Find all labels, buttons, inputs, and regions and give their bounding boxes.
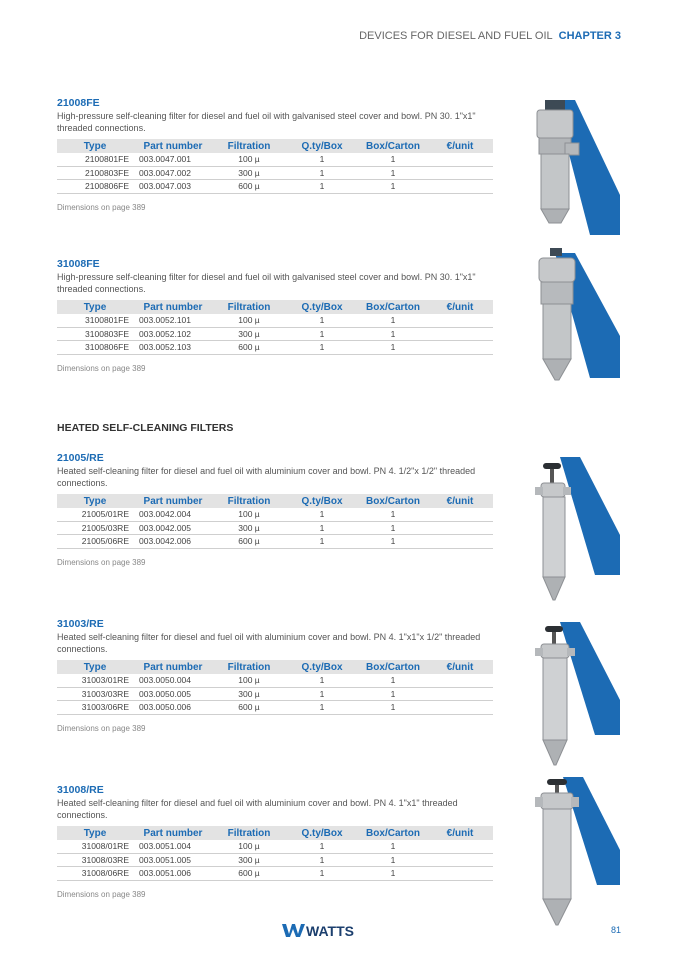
cell-box-carton: 1 [359, 674, 427, 687]
col-header-type: Type [57, 660, 133, 674]
product-description: Heated self-cleaning filter for diesel and fuel oil with aluminium cover and bowl. PN 4. 1"x1"x 1/2" threaded connections. [57, 632, 481, 654]
table-row [57, 180, 493, 194]
cell-box-carton: 1 [359, 153, 427, 166]
cell-qty-box: 1 [285, 687, 359, 701]
svg-text:WATTS: WATTS [306, 923, 354, 938]
cell-qty-box: 1 [285, 853, 359, 867]
cell-eur-unit [427, 535, 493, 549]
section-heading: HEATED SELF-CLEANING FILTERS [57, 422, 234, 434]
cell-type: 31003/01RE [57, 674, 133, 687]
cell-eur-unit [427, 508, 493, 521]
cell-part-number: 003.0051.006 [133, 867, 213, 881]
table-header-row [57, 139, 493, 153]
col-header-part-number: Part number [133, 139, 213, 153]
cell-qty-box: 1 [285, 153, 359, 166]
cell-qty-box: 1 [285, 314, 359, 327]
col-header-eur-unit: €/unit [427, 494, 493, 508]
col-header-qty-box: Q.ty/Box [285, 660, 359, 674]
cell-eur-unit [427, 153, 493, 166]
col-header-part-number: Part number [133, 826, 213, 840]
product-table [57, 300, 493, 355]
cell-part-number: 003.0042.005 [133, 521, 213, 535]
col-header-box-carton: Box/Carton [359, 660, 427, 674]
cell-qty-box: 1 [285, 508, 359, 521]
product-photo-31008re [535, 775, 620, 930]
dimensions-note: Dimensions on page 389 [57, 723, 146, 733]
col-header-part-number: Part number [133, 660, 213, 674]
cell-filtration: 100 µ [213, 153, 285, 166]
cell-eur-unit [427, 180, 493, 194]
cell-part-number: 003.0050.006 [133, 701, 213, 715]
cell-box-carton: 1 [359, 341, 427, 355]
table-row [57, 535, 493, 549]
page-number: 81 [610, 925, 621, 935]
cell-filtration: 300 µ [213, 687, 285, 701]
cell-type: 31008/06RE [57, 867, 133, 881]
cell-filtration: 600 µ [213, 701, 285, 715]
cell-box-carton: 1 [359, 840, 427, 853]
cell-qty-box: 1 [285, 535, 359, 549]
cell-part-number: 003.0052.101 [133, 314, 213, 327]
cell-type: 21005/06RE [57, 535, 133, 549]
cell-filtration: 600 µ [213, 180, 285, 194]
table-row [57, 153, 493, 166]
cell-type: 3100806FE [57, 341, 133, 355]
table-row [57, 521, 493, 535]
cell-type: 21005/03RE [57, 521, 133, 535]
cell-filtration: 300 µ [213, 327, 285, 341]
col-header-eur-unit: €/unit [427, 826, 493, 840]
cell-part-number: 003.0051.005 [133, 853, 213, 867]
dimensions-note: Dimensions on page 389 [57, 363, 146, 373]
dimensions-note: Dimensions on page 389 [57, 557, 146, 567]
cell-qty-box: 1 [285, 166, 359, 180]
table-header-row [57, 300, 493, 314]
col-header-filtration: Filtration [213, 826, 285, 840]
watts-logo [282, 922, 372, 938]
product-description: Heated self-cleaning filter for diesel and fuel oil with aluminium cover and bowl. PN 4. 1/2"x 1/2" threaded connections. [57, 466, 476, 488]
cell-eur-unit [427, 687, 493, 701]
col-header-type: Type [57, 139, 133, 153]
table-row [57, 508, 493, 521]
cell-filtration: 100 µ [213, 314, 285, 327]
cell-qty-box: 1 [285, 867, 359, 881]
table-row [57, 166, 493, 180]
cell-box-carton: 1 [359, 180, 427, 194]
product-description: High-pressure self-cleaning filter for diesel and fuel oil with galvanised steel cover and bowl. PN 30. 1"x1" threaded connections. [57, 272, 476, 294]
header-section-title: DEVICES FOR DIESEL AND FUEL OIL [359, 30, 553, 42]
col-header-box-carton: Box/Carton [359, 139, 427, 153]
cell-part-number: 003.0042.006 [133, 535, 213, 549]
product-table [57, 139, 493, 194]
cell-type: 2100806FE [57, 180, 133, 194]
cell-box-carton: 1 [359, 166, 427, 180]
table-row [57, 687, 493, 701]
cell-filtration: 100 µ [213, 674, 285, 687]
col-header-box-carton: Box/Carton [359, 494, 427, 508]
col-header-filtration: Filtration [213, 139, 285, 153]
cell-box-carton: 1 [359, 687, 427, 701]
product-table [57, 494, 493, 549]
product-block [57, 784, 497, 899]
cell-box-carton: 1 [359, 508, 427, 521]
cell-filtration: 300 µ [213, 521, 285, 535]
product-code: 21005/RE [57, 452, 104, 464]
cell-box-carton: 1 [359, 867, 427, 881]
cell-type: 3100801FE [57, 314, 133, 327]
col-header-qty-box: Q.ty/Box [285, 494, 359, 508]
cell-type: 31008/03RE [57, 853, 133, 867]
product-photo-31003re [535, 620, 620, 770]
col-header-eur-unit: €/unit [427, 139, 493, 153]
cell-eur-unit [427, 314, 493, 327]
col-header-box-carton: Box/Carton [359, 300, 427, 314]
col-header-type: Type [57, 494, 133, 508]
product-block [57, 452, 497, 567]
cell-type: 31008/01RE [57, 840, 133, 853]
product-table [57, 660, 493, 715]
col-header-type: Type [57, 300, 133, 314]
table-row [57, 701, 493, 715]
cell-filtration: 600 µ [213, 867, 285, 881]
table-row [57, 840, 493, 853]
cell-box-carton: 1 [359, 327, 427, 341]
cell-box-carton: 1 [359, 314, 427, 327]
product-photo-21005re [535, 455, 620, 605]
product-code: 31008FE [57, 258, 100, 270]
cell-filtration: 100 µ [213, 840, 285, 853]
cell-type: 2100803FE [57, 166, 133, 180]
header-chapter: CHAPTER 3 [558, 30, 621, 42]
cell-type: 3100803FE [57, 327, 133, 341]
cell-type: 21005/01RE [57, 508, 133, 521]
cell-filtration: 300 µ [213, 853, 285, 867]
product-block [57, 258, 497, 373]
col-header-qty-box: Q.ty/Box [285, 300, 359, 314]
col-header-part-number: Part number [133, 494, 213, 508]
col-header-eur-unit: €/unit [427, 300, 493, 314]
cell-box-carton: 1 [359, 535, 427, 549]
product-code: 31008/RE [57, 784, 104, 796]
cell-part-number: 003.0050.005 [133, 687, 213, 701]
cell-eur-unit [427, 327, 493, 341]
col-header-filtration: Filtration [213, 300, 285, 314]
cell-eur-unit [427, 341, 493, 355]
cell-qty-box: 1 [285, 701, 359, 715]
cell-eur-unit [427, 166, 493, 180]
product-code: 21008FE [57, 97, 100, 109]
col-header-part-number: Part number [133, 300, 213, 314]
cell-eur-unit [427, 701, 493, 715]
table-row [57, 314, 493, 327]
product-table [57, 826, 493, 881]
col-header-type: Type [57, 826, 133, 840]
cell-filtration: 100 µ [213, 508, 285, 521]
cell-part-number: 003.0042.004 [133, 508, 213, 521]
cell-qty-box: 1 [285, 341, 359, 355]
table-row [57, 853, 493, 867]
col-header-filtration: Filtration [213, 660, 285, 674]
cell-eur-unit [427, 867, 493, 881]
product-photo-31008fe [535, 248, 620, 388]
cell-qty-box: 1 [285, 521, 359, 535]
cell-qty-box: 1 [285, 840, 359, 853]
cell-eur-unit [427, 853, 493, 867]
col-header-eur-unit: €/unit [427, 660, 493, 674]
product-description: High-pressure self-cleaning filter for diesel and fuel oil with galvanised steel cover and bowl. PN 30. 1"x1" threaded connections. [57, 111, 476, 133]
dimensions-note: Dimensions on page 389 [57, 202, 146, 212]
cell-qty-box: 1 [285, 327, 359, 341]
table-row [57, 867, 493, 881]
page-header [359, 30, 621, 42]
table-row [57, 341, 493, 355]
cell-part-number: 003.0047.002 [133, 166, 213, 180]
cell-eur-unit [427, 674, 493, 687]
product-block [57, 618, 497, 733]
cell-part-number: 003.0047.001 [133, 153, 213, 166]
cell-type: 31003/03RE [57, 687, 133, 701]
product-description: Heated self-cleaning filter for diesel and fuel oil with aluminium cover and bowl. PN 4. 1"x1" threaded connections. [57, 798, 458, 820]
cell-eur-unit [427, 521, 493, 535]
cell-qty-box: 1 [285, 674, 359, 687]
cell-part-number: 003.0047.003 [133, 180, 213, 194]
cell-filtration: 300 µ [213, 166, 285, 180]
cell-part-number: 003.0052.102 [133, 327, 213, 341]
dimensions-note: Dimensions on page 389 [57, 889, 146, 899]
table-header-row [57, 494, 493, 508]
cell-part-number: 003.0050.004 [133, 674, 213, 687]
col-header-qty-box: Q.ty/Box [285, 826, 359, 840]
product-block [57, 97, 497, 212]
cell-box-carton: 1 [359, 521, 427, 535]
product-code: 31003/RE [57, 618, 104, 630]
cell-qty-box: 1 [285, 180, 359, 194]
table-header-row [57, 660, 493, 674]
cell-type: 31003/06RE [57, 701, 133, 715]
cell-type: 2100801FE [57, 153, 133, 166]
table-row [57, 327, 493, 341]
product-photo-21008fe [535, 95, 620, 235]
cell-part-number: 003.0052.103 [133, 341, 213, 355]
table-row [57, 674, 493, 687]
col-header-qty-box: Q.ty/Box [285, 139, 359, 153]
cell-filtration: 600 µ [213, 535, 285, 549]
cell-eur-unit [427, 840, 493, 853]
table-header-row [57, 826, 493, 840]
col-header-box-carton: Box/Carton [359, 826, 427, 840]
cell-box-carton: 1 [359, 701, 427, 715]
col-header-filtration: Filtration [213, 494, 285, 508]
cell-filtration: 600 µ [213, 341, 285, 355]
cell-box-carton: 1 [359, 853, 427, 867]
cell-part-number: 003.0051.004 [133, 840, 213, 853]
